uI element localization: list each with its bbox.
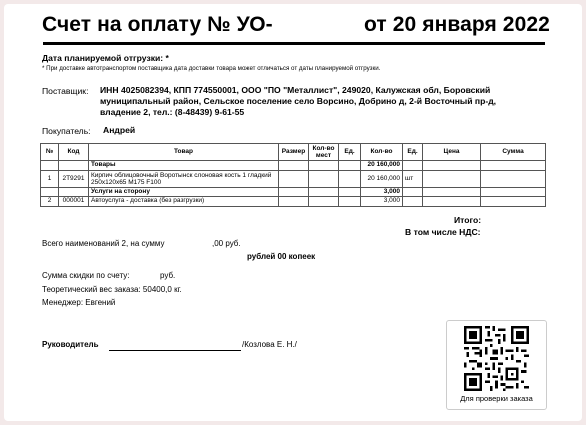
shipment-note: * При доставке автотранспортом поставщика дата доставки товара может отличаться от даты планируемой отгрузки. xyxy=(42,65,381,72)
row-size xyxy=(279,170,309,187)
row-places xyxy=(309,197,339,207)
col-header-price: Цена xyxy=(423,144,481,161)
table-header-row xyxy=(41,144,546,161)
row-code: 2Т9291 xyxy=(59,170,89,187)
col-header-code: Код xyxy=(59,144,89,161)
qr-caption: Для проверки заказа xyxy=(460,394,533,403)
row-size xyxy=(279,197,309,207)
row-unit1 xyxy=(339,170,361,187)
title-divider xyxy=(43,42,545,45)
row-unit2 xyxy=(403,197,423,207)
supplier-line: владение 2, тел.: (8-48439) 9-61-55 xyxy=(100,107,245,117)
row-number: 1 xyxy=(41,170,59,187)
col-header-qty: Кол-во xyxy=(361,144,403,161)
discount-value: руб. xyxy=(160,271,176,280)
supplier-label: Поставщик: xyxy=(42,86,89,96)
row-qty: 20 160,000 xyxy=(361,170,403,187)
row-product: Кирпич облицовочный Воротынск слоновая кость 1 гладкий 250х120х65 М175 F100 xyxy=(89,170,279,187)
signature-label: Руководитель xyxy=(42,340,99,349)
qr-code-icon xyxy=(464,326,529,391)
row-product: Автоуслуга - доставка (без разгрузки) xyxy=(89,197,279,207)
row-unit1 xyxy=(339,197,361,207)
row-price xyxy=(423,170,481,187)
group-total: 3,000 xyxy=(361,187,403,197)
invoice-date: от 20 января 2022 xyxy=(364,13,550,36)
table-row xyxy=(41,197,546,207)
row-number: 2 xyxy=(41,197,59,207)
signature-line xyxy=(109,350,241,351)
supplier-line: муниципальный район, Сельское поселение село Ворсино, Добрино д, 2-й Восточный пр-д, xyxy=(100,96,497,106)
items-sum-value: ,00 руб. xyxy=(212,239,241,248)
row-qty: 3,000 xyxy=(361,197,403,207)
group-row xyxy=(41,187,546,197)
supplier-line: ИНН 4025082394, КПП 774550001, ООО "ПО "Металлист", 249020, Калужская обл, Боровский xyxy=(100,85,491,95)
row-sum xyxy=(481,170,546,187)
group-name: Услуги на сторону xyxy=(89,187,279,197)
manager: Менеджер: Евгений xyxy=(42,298,116,307)
discount-label: Сумма скидки по счету: xyxy=(42,271,130,280)
col-header-number: № xyxy=(41,144,59,161)
row-code: 000001 xyxy=(59,197,89,207)
col-header-places: Кол-во мест xyxy=(309,144,339,161)
col-header-product: Товар xyxy=(89,144,279,161)
sum-in-words: рублей 00 копеек xyxy=(247,252,316,261)
col-header-sum: Сумма xyxy=(481,144,546,161)
total-label: Итого: xyxy=(454,215,482,225)
group-row xyxy=(41,161,546,171)
vat-label: В том числе НДС: xyxy=(405,227,481,237)
order-weight: Теоретический вес заказа: 50400,0 кг. xyxy=(42,285,182,294)
items-count-text: Всего наименований 2, на сумму xyxy=(42,239,165,248)
group-name: Товары xyxy=(89,161,279,171)
col-header-size: Размер xyxy=(279,144,309,161)
row-sum xyxy=(481,197,546,207)
items-table xyxy=(40,143,546,207)
row-price xyxy=(423,197,481,207)
qr-block xyxy=(446,320,547,410)
signature-name: /Козлова Е. Н./ xyxy=(242,340,297,349)
table-row xyxy=(41,170,546,187)
group-total: 20 160,000 xyxy=(361,161,403,171)
row-unit2: шт xyxy=(403,170,423,187)
supplier-details xyxy=(100,85,496,118)
buyer-label: Покупатель: xyxy=(42,126,91,136)
row-places xyxy=(309,170,339,187)
invoice-title: Счет на оплату № УО- xyxy=(42,13,273,36)
col-header-unit1: Ед. xyxy=(339,144,361,161)
col-header-unit2: Ед. xyxy=(403,144,423,161)
shipment-date-label: Дата планируемой отгрузки: * xyxy=(42,53,169,63)
buyer-name: Андрей xyxy=(103,125,136,135)
